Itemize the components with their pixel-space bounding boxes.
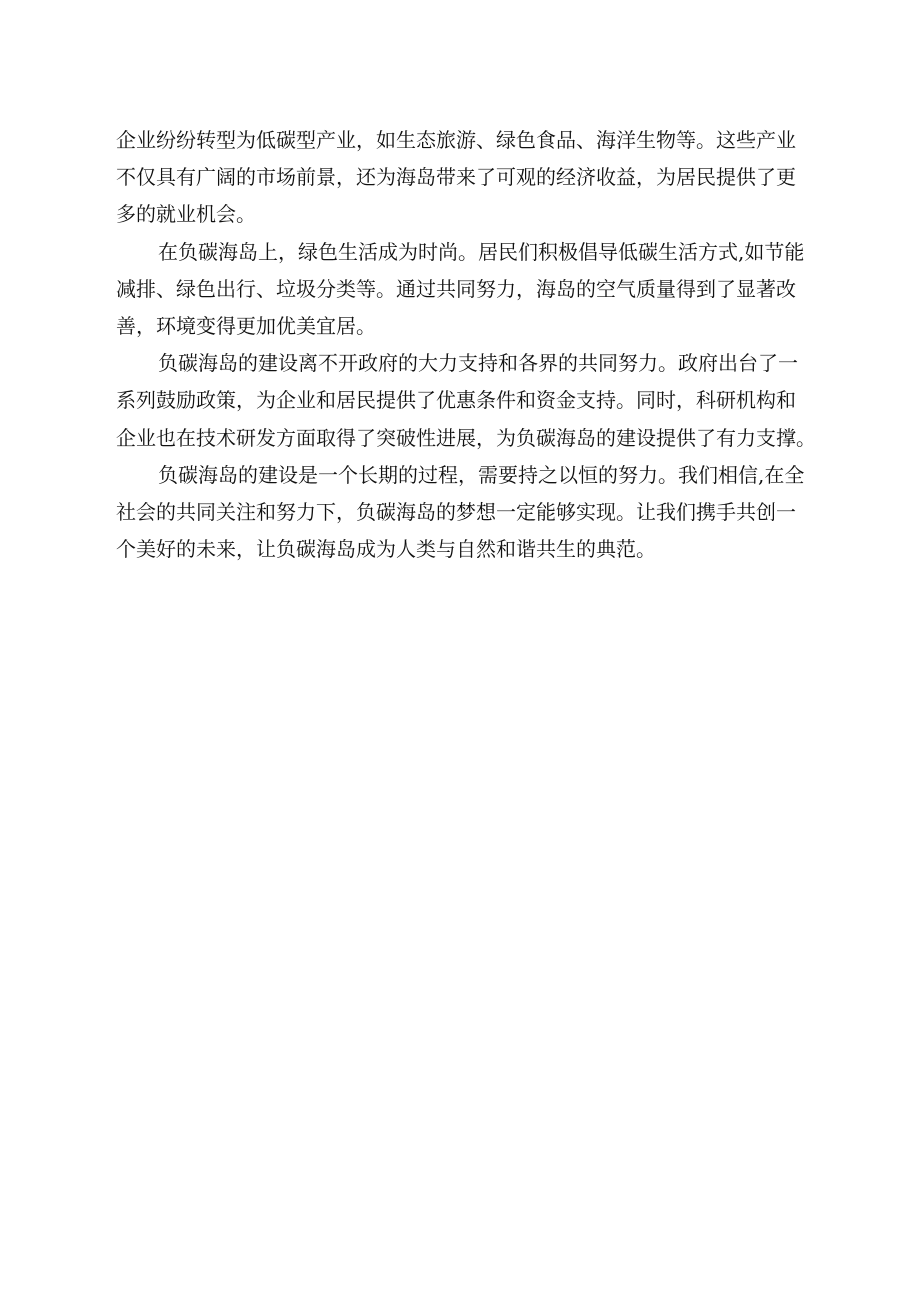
paragraph-4: [116, 457, 816, 569]
paragraph-line: 多的就业机会。: [116, 202, 256, 227]
paragraph-line: 企业也在技术研发方面取得了突破性进展，为负碳海岛的建设提供了有力支撑。: [116, 425, 816, 450]
paragraph-line: 善，环境变得更加优美宜居。: [116, 314, 376, 339]
paragraph-line: 在负碳海岛上，绿色生活成为时尚。居民们积极倡导低碳生活方式,如节能: [158, 239, 805, 264]
paragraph-3: [116, 345, 816, 457]
paragraph-line: 个美好的未来，让负碳海岛成为人类与自然和谐共生的典范。: [116, 537, 656, 562]
paragraph-line: 不仅具有广阔的市场前景，还为海岛带来了可观的经济收益，为居民提供了更: [116, 165, 796, 190]
paragraph-2: [116, 234, 816, 346]
paragraph-1: [116, 122, 816, 234]
paragraph-line: 负碳海岛的建设离不开政府的大力支持和各界的共同努力。政府出台了一: [158, 351, 798, 376]
paragraph-line: 社会的共同关注和努力下，负碳海岛的梦想一定能够实现。让我们携手共创一: [116, 500, 796, 525]
paragraph-line: 企业纷纷转型为低碳型产业，如生态旅游、绿色食品、海洋生物等。这些产业: [116, 128, 796, 152]
document-body: [116, 122, 816, 568]
paragraph-line: 系列鼓励政策，为企业和居民提供了优惠条件和资金支持。同时，科研机构和: [116, 388, 796, 413]
paragraph-line: 减排、绿色出行、垃圾分类等。通过共同努力，海岛的空气质量得到了显著改: [116, 276, 796, 301]
paragraph-line: 负碳海岛的建设是一个长期的过程，需要持之以恒的努力。我们相信,在全: [158, 462, 805, 487]
